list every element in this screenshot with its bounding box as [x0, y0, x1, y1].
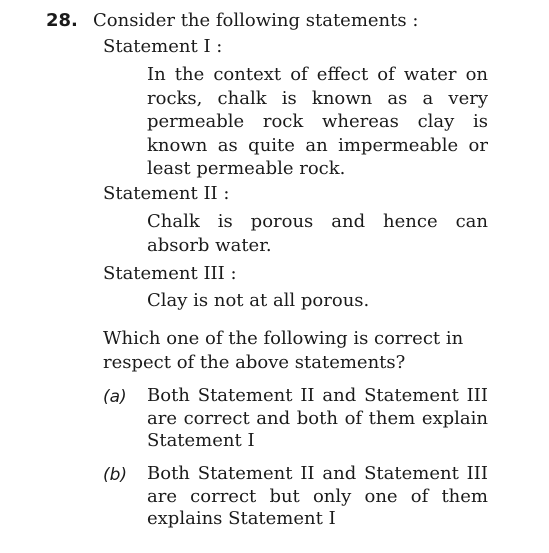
question-number: 28. [46, 10, 78, 31]
statement-1-text: In the context of effect of water on rocks, chalk is known as a very permeable rock whereas clay is known as quite an impermeable or least permeable rock. [147, 64, 488, 179]
option-b-text: Both Statement II and Statement III are correct but only one of them explains Statement I [147, 463, 488, 529]
statement-1-label: Statement I : [103, 36, 223, 57]
option-a-text: Both Statement II and Statement III are correct and both of them explain Statement I [147, 385, 488, 451]
option-b-label: (b) [103, 465, 128, 485]
statement-2-label: Statement II : [103, 183, 230, 204]
statement-3-text: Clay is not at all porous. [147, 290, 370, 311]
question-prompt: Which one of the following is correct in respect of the above statements? [103, 328, 464, 373]
statement-2-text: Chalk is porous and hence can absorb water. [147, 211, 488, 256]
statement-3-label: Statement III : [103, 263, 237, 284]
question-stem: Consider the following statements : [93, 10, 419, 31]
option-a-label: (a) [103, 387, 127, 407]
